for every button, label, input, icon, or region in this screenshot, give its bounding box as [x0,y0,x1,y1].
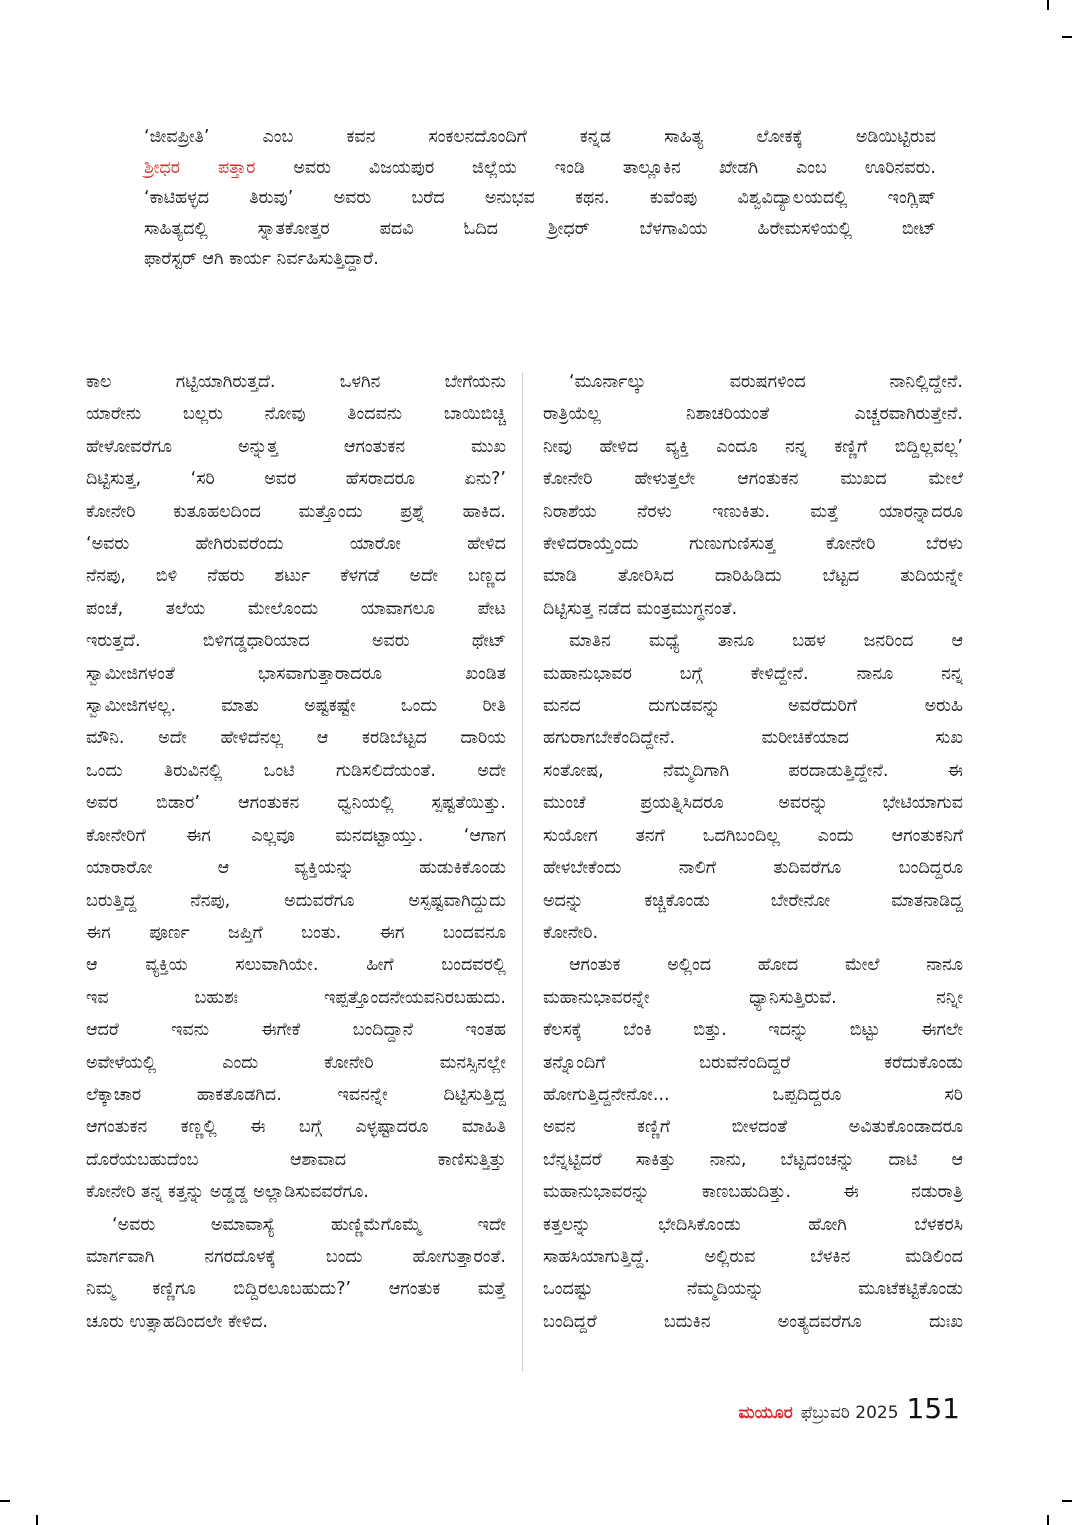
text-line: ಒಂದು ತಿರುವಿನಲ್ಲಿ ಒಂಟಿ ಗುಡಿಸಲಿದೆಯಂತೆ. ಅದೇ [86,760,506,781]
article-column-left [86,366,506,1338]
text-line: ದಿಟ್ಟಿಸುತ್ತ, ‘ಸರಿ ಅವರ ಹೆಸರಾದರೂ ಏನು?’ [86,469,506,490]
crop-mark [1062,36,1072,38]
text-line: ಅವರ ಬಿಡಾರ’ ಆಗಂತುಕನ ಧ್ವನಿಯಲ್ಲಿ ಸ್ಪಷ್ಟತೆಯಿತ್ತು. [86,793,506,814]
text-line: ಮಾರ್ಗವಾಗಿ ನಗರದೊಳಕ್ಕೆ ಬಂದು ಹೋಗುತ್ತಾರಂತೆ. [86,1246,506,1267]
intro-line: ‘ಜೀವಪ್ರೀತಿ’ ಎಂಬ ಕವನ ಸಂಕಲನದೊಂದಿಗೆ ಕನ್ನಡ ಸಾಹಿತ್ಯ ಲೋಕಕ್ಕೆ ಅಡಿಯಿಟ್ಟಿರುವ [144,127,936,147]
author-intro [144,122,936,275]
text-line: ಹಗುರಾಗಬೇಕೆಂದಿದ್ದೇನೆ. ಮರೀಚಿಕೆಯಾದ ಸುಖ [543,728,963,749]
text-line: ಈಗ ಪೂರ್ಣ ಜಪ್ತಿಗೆ ಬಂತು. ಈಗ ಬಂದವನೂ [86,922,506,943]
text-line: ಮಾಡಿ ತೋರಿಸಿದ ದಾರಿಹಿಡಿದು ಬೆಟ್ಟದ ತುದಿಯನ್ನೇ [543,566,963,587]
text-line: ಹೇಳೋವರೆಗೂ ಅನ್ನುತ್ತ ಆಗಂತುಕನ ಮುಖ [86,436,506,457]
text-line: ಹೋಗುತ್ತಿದ್ದನೇನೋ... ಒಪ್ಪದಿದ್ದರೂ ಸರಿ [543,1084,963,1105]
text-line: ಕೇಳಿದರಾಯ್ತೆಂದು ಗುಣುಗುಣಿಸುತ್ತ ಕೋನೇರಿ ಬೆರಳು [543,534,963,555]
text-line: ಅವೇಳೆಯಲ್ಲಿ ಎಂದು ಕೋನೇರಿ ಮನಸ್ಸಿನಲ್ಲೇ [86,1052,506,1073]
intro-line [144,153,936,184]
text-line: ಮೌನಿ. ಅದೇ ಹೇಳಿದೆನಲ್ಲ ಆ ಕರಡಿಬೆಟ್ಟದ ದಾರಿಯ [86,728,506,749]
text-line: ಆ ವ್ಯಕ್ತಿಯ ಸಲುವಾಗಿಯೇ. ಹೀಗೆ ಬಂದವರಲ್ಲಿ [86,955,506,976]
text-line: ನಿರಾಶೆಯ ನೆರಳು ಇಣುಕಿತು. ಮತ್ತೆ ಯಾರನ್ನಾದರೂ [543,501,963,522]
text-line: ಕೋನೇರಿ. [543,922,599,943]
intro-line: ಫಾರೆಸ್ಟರ್ ಆಗಿ ಕಾರ್ಯ ನಿರ್ವಹಿಸುತ್ತಿದ್ದಾರೆ. [144,249,379,269]
column-divider [522,372,523,1372]
text-line: ಬೆನ್ನಟ್ಟಿದರೆ ಸಾಕಿತ್ತು ನಾನು, ಬೆಟ್ಟದಂಚನ್ನು ದಾಟಿ ಆ [543,1149,963,1170]
text-line: ಸಾಹಸಿಯಾಗುತ್ತಿದ್ದೆ. ಅಲ್ಲಿರುವ ಬೆಳಕಿನ ಮಡಿಲಿಂದ [543,1246,963,1267]
text-line: ಯಾರಾರೋ ಆ ವ್ಯಕ್ತಿಯನ್ನು ಹುಡುಕಿಕೊಂಡು [86,858,506,879]
text-line: ಸ್ವಾಮೀಜಿಗಳಂತೆ ಭಾಸವಾಗುತ್ತಾರಾದರೂ ಖಂಡಿತ [86,663,506,684]
text-line: ಮುಂಚೆ ಪ್ರಯತ್ನಿಸಿದರೂ ಅವರನ್ನು ಭೇಟಿಯಾಗುವ [543,793,963,814]
text-line: ಕೋನೇರಿ ತನ್ನ ಕತ್ತನ್ನು ಅಡ್ಡಡ್ಡ ಅಲ್ಲಾಡಿಸುವವರೆಗೂ. [86,1182,369,1203]
text-line: ತನ್ನೊಂದಿಗೆ ಬರುವೆನೆಂದಿದ್ದರೆ ಕರೆದುಕೊಂಡು [543,1052,963,1073]
text-line: ಮನದ ದುಗುಡವನ್ನು ಅವರೆದುರಿಗೆ ಅರುಹಿ [543,696,963,717]
text-line: ಮಹಾನುಭಾವರನ್ನು ಕಾಣಬಹುದಿತ್ತು. ಈ ನಡುರಾತ್ರಿ [543,1182,963,1203]
intro-line-text: ಅವರು ವಿಜಯಪುರ ಜಿಲ್ಲೆಯ ಇಂಡಿ ತಾಲ್ಲೂಕಿನ ಖೇಡಗಿ ಎಂಬ ಊರಿನವರು. [293,157,936,178]
text-line: ಕೋನೇರಿ ಕುತೂಹಲದಿಂದ ಮತ್ತೊಂದು ಪ್ರಶ್ನೆ ಹಾಕಿದ. [86,501,506,522]
text-line: ‘ಅವರು ಹೇಗಿರುವರೆಂದು ಯಾರೋ ಹೇಳಿದ [86,534,506,555]
crop-mark [36,1515,38,1525]
text-line: ಅದನ್ನು ಕಚ್ಚಿಕೊಂಡು ಬೇರೇನೋ ಮಾತನಾಡಿದ್ದ [543,890,963,911]
text-line: ಮಹಾನುಭಾವರನ್ನೇ ಧ್ಯಾನಿಸುತ್ತಿರುವೆ. ನನ್ನೀ [543,987,963,1008]
text-line: ನೆನಪು, ಬಿಳಿ ನೆಹರು ಶರ್ಟು ಕೆಳಗಡೆ ಅದೇ ಬಣ್ಣದ [86,566,506,587]
text-line: ಸುಯೋಗ ತನಗೆ ಒದಗಿಬಂದಿಲ್ಲ ಎಂದು ಆಗಂತುಕನಿಗೆ [543,825,963,846]
article-column-right [543,366,963,1338]
text-line: ಸ್ವಾಮೀಜಿಗಳಲ್ಲ. ಮಾತು ಅಷ್ಟಕಷ್ಟೇ ಒಂದು ರೀತಿ [86,696,506,717]
text-line: ರಾತ್ರಿಯೆಲ್ಲ ನಿಶಾಚರಿಯಂತೆ ಎಚ್ಚರವಾಗಿರುತ್ತೇನೆ. [543,404,963,425]
text-line: ಕೋನೇರಿ ಹೇಳುತ್ತಲೇ ಆಗಂತುಕನ ಮುಖದ ಮೇಲೆ [543,469,963,490]
text-line: ನೀವು ಹೇಳಿದ ವ್ಯಕ್ತಿ ಎಂದೂ ನನ್ನ ಕಣ್ಣಿಗೆ ಬಿದ್ದಿಲ್ಲವಲ್ಲ’ [543,436,963,457]
issue-date: ಫೆಬ್ರುವರಿ 2025 [800,1403,899,1423]
text-line: ನಿಮ್ಮ ಕಣ್ಣಿಗೂ ಬಿದ್ದಿರಲೂಬಹುದು?’ ಆಗಂತುಕ ಮತ್ತೆ [86,1279,506,1300]
author-name: ಶ್ರೀಧರ ಪತ್ತಾರ [144,157,256,178]
text-line: ಹೇಳಬೇಕೆಂದು ನಾಲಿಗೆ ತುದಿವರೆಗೂ ಬಂದಿದ್ದರೂ [543,858,963,879]
text-line: ಬರುತ್ತಿದ್ದ ನೆನಪು, ಅದುವರೆಗೂ ಅಸ್ಪಷ್ಟವಾಗಿದ್ದುದು [86,890,506,911]
text-line: ದಿಟ್ಟಿಸುತ್ತ ನಡೆದ ಮಂತ್ರಮುಗ್ಧನಂತೆ. [543,598,738,619]
text-line: ‘ಅವರು ಅಮಾವಾಸ್ಯೆ ಹುಣ್ಣಿಮೆಗೊಮ್ಮೆ ಇದೇ [112,1214,506,1235]
text-line: ಲೆಕ್ಕಾಚಾರ ಹಾಕತೊಡಗಿದ. ಇವನನ್ನೇ ದಿಟ್ಟಿಸುತ್ತಿದ್ದ [86,1084,506,1105]
text-line: ಒಂದಷ್ಟು ನೆಮ್ಮದಿಯನ್ನು ಮೂಟೆಕಟ್ಟಿಕೊಂಡು [543,1279,963,1300]
page-footer [739,1392,960,1425]
text-line: ಕೆಲಸಕ್ಕೆ ಬೆಂಕಿ ಬಿತ್ತು. ಇದನ್ನು ಬಿಟ್ಟು ಈಗಲೇ [543,1020,963,1041]
text-line: ಇವ ಬಹುಶಃ ಇಪ್ಪತ್ತೊಂದನೇಯವನಿರಬಹುದು. [86,987,506,1008]
text-line: ಅವನ ಕಣ್ಣಿಗೆ ಬೀಳದಂತೆ ಅವಿತುಕೊಂಡಾದರೂ [543,1117,963,1138]
text-line: ಆಗಂತುಕ ಅಲ್ಲಿಂದ ಹೋದ ಮೇಲೆ ನಾನೂ [569,955,963,976]
crop-mark [1047,0,1049,10]
crop-mark [1047,1515,1049,1525]
text-line: ಚೂರು ಉತ್ಸಾಹದಿಂದಲೇ ಕೇಳಿದ. [86,1311,268,1332]
text-line: ಕೋನೇರಿಗೆ ಈಗ ಎಲ್ಲವೂ ಮನದಟ್ಟಾಯ್ತು. ‘ಆಗಾಗ [86,825,506,846]
page-number: 151 [906,1392,960,1425]
crop-mark [0,1500,10,1502]
text-line: ಪಂಚೆ, ತಲೆಯ ಮೇಲೊಂದು ಯಾವಾಗಲೂ ಪೇಟ [86,598,506,619]
text-line: ಆದರೆ ಇವನು ಈಗೇಕೆ ಬಂದಿದ್ದಾನೆ ಇಂತಹ [86,1020,506,1041]
crop-mark [1062,1500,1072,1502]
text-line: ದೊರೆಯಬಹುದೆಂಬ ಆಶಾವಾದ ಕಾಣಿಸುತ್ತಿತ್ತು [86,1149,506,1170]
magazine-name: ಮಯೂರ [738,1403,793,1423]
text-line: ಕಾಲ ಗಟ್ಟಿಯಾಗಿರುತ್ತದೆ. ಒಳಗಿನ ಬೇಗೆಯನು [86,372,506,392]
text-line: ಕತ್ತಲನ್ನು ಭೇದಿಸಿಕೊಂಡು ಹೋಗಿ ಬೆಳಕರಸಿ [543,1214,963,1235]
text-line: ಇರುತ್ತದೆ. ಬಿಳಿಗಡ್ಡಧಾರಿಯಾದ ಅವರು ಥೇಟ್ [86,631,506,652]
intro-line: ಸಾಹಿತ್ಯದಲ್ಲಿ ಸ್ನಾತಕೋತ್ತರ ಪದವಿ ಓದಿದ ಶ್ರೀಧರ್ ಬೆಳಗಾವಿಯ ಹಿರೇಮಸಳಿಯಲ್ಲಿ ಬೀಟ್ [144,218,936,239]
text-line: ಬಂದಿದ್ದರೆ ಬದುಕಿನ ಅಂತ್ಯದವರೆಗೂ ದುಃಖ [543,1311,963,1332]
text-line: ಮಹಾನುಭಾವರ ಬಗ್ಗೆ ಕೇಳಿದ್ದೇನೆ. ನಾನೂ ನನ್ನ [543,663,963,684]
text-line: ಮಾತಿನ ಮಧ್ಯೆ ತಾನೂ ಬಹಳ ಜನರಿಂದ ಆ [569,631,963,652]
text-line: ಸಂತೋಷ, ನೆಮ್ಮದಿಗಾಗಿ ಪರದಾಡುತ್ತಿದ್ದೇನೆ. ಈ [543,760,963,781]
text-line: ಯಾರೇನು ಬಲ್ಲರು ನೋವು ತಿಂದವನು ಬಾಯಿಬಿಚ್ಚಿ [86,404,506,425]
text-line: ‘ಮೂರ್ನಾಲ್ಕು ವರುಷಗಳಿಂದ ನಾನಿಲ್ಲಿದ್ದೇನೆ. [569,372,963,392]
intro-line: ‘ಕಾಟಿಹಳ್ಳದ ತಿರುವು’ ಅವರು ಬರೆದ ಅನುಭವ ಕಥನ. ಕುವೆಂಪು ವಿಶ್ವವಿದ್ಯಾಲಯದಲ್ಲಿ ಇಂಗ್ಲಿಷ್ [144,188,936,208]
text-line: ಆಗಂತುಕನ ಕಣ್ಣಲ್ಲಿ ಈ ಬಗ್ಗೆ ಎಳ್ಳಷ್ಟಾದರೂ ಮಾಹಿತಿ [86,1117,506,1138]
